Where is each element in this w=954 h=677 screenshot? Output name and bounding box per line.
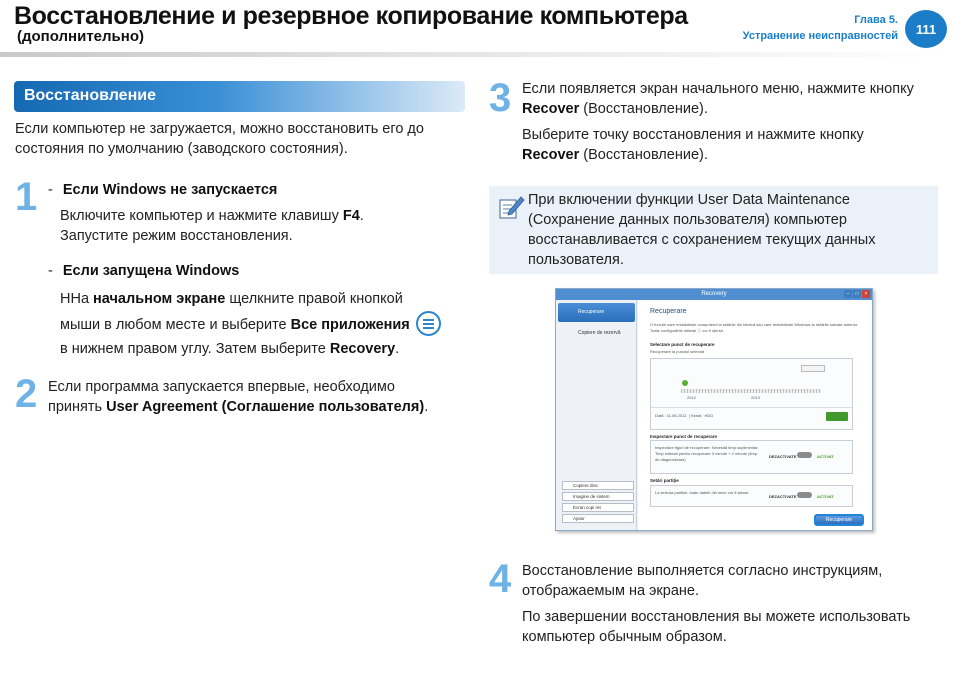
recovery-main (638, 300, 873, 531)
step1-case-b-text (60, 287, 441, 361)
step4-line-3: По завершении восстановления вы можете использовать (522, 609, 911, 625)
chapter-label (743, 12, 898, 44)
restore-point-marker[interactable] (682, 380, 688, 386)
window-controls (844, 290, 870, 298)
page-subtitle: (дополнительно) (17, 28, 144, 45)
disc-copy-button[interactable]: Copiere disc (562, 481, 634, 490)
step3-text (522, 79, 914, 165)
sidebar-item-backup[interactable]: Copiere de rezervă (578, 330, 621, 336)
close-icon[interactable]: × (862, 290, 870, 298)
step-number-2: 2 (15, 372, 38, 416)
note-text (528, 190, 875, 270)
section-title-bar: Восстановление (14, 81, 465, 112)
case-b-title: Если запущена Windows (62, 263, 240, 279)
recovery-sidebar (556, 300, 637, 531)
window-titlebar (556, 289, 872, 300)
case-a-title: Если Windows не запускается (62, 182, 278, 198)
inspect-panel (650, 440, 853, 474)
dash: - (48, 263, 53, 279)
minimize-icon[interactable]: – (844, 290, 852, 298)
step3-line-1: Если появляется экран начального меню, нажмите кнопку (522, 81, 914, 97)
restore-point-panel (650, 358, 853, 430)
page-title: Восстановление и резервное копирование компьютера (14, 2, 688, 30)
intro-line-2: состояния по умолчанию (заводского состояния). (15, 141, 348, 157)
step3-line-4: Recover (Восстановление). (522, 147, 708, 163)
chapter-number: Глава 5. (854, 14, 898, 26)
partition-title: Setări partiție (650, 478, 679, 483)
toggle-on-label: ACTIVAT (817, 454, 834, 459)
toggle-off-label: DEZACTIVATE (769, 454, 797, 459)
screen-copy-button[interactable]: Ecran copi ret (562, 503, 634, 512)
step4-text (522, 561, 910, 647)
year-label: 2012 (687, 395, 696, 400)
section-intro (15, 119, 424, 159)
partition-toggle[interactable] (797, 492, 812, 498)
window-title: Recovery (701, 291, 727, 297)
help-button[interactable]: Ajutor (562, 514, 634, 523)
inspect-text: Inspectare figuri de recuperare: Necesită timp suplimentar. Timp estimat pentru recuperare 3 minute + 2 minute (timp de diagnosticare) (655, 445, 759, 462)
step1-case-b-heading (48, 261, 239, 281)
restore-point-action-button[interactable] (826, 412, 848, 421)
note-line-4: пользователя. (528, 252, 624, 268)
step1-case-a-text (60, 206, 364, 246)
header-divider (0, 52, 954, 57)
case-b-line-1: ННа начальном экране щелкните правой кнопкой (60, 291, 403, 307)
page-number-badge: 111 (905, 10, 947, 48)
toggle-off-label: DEZACTIVATE (769, 494, 797, 499)
timeline-slider[interactable] (681, 389, 821, 393)
case-b-line-3: в нижнем правом углу. Затем выберите Recovery. (60, 341, 400, 357)
system-image-button[interactable]: Imagine de sistem (562, 492, 634, 501)
year-label: 2013 (751, 395, 760, 400)
case-a-line-2: Запустите режим восстановления. (60, 228, 293, 244)
recover-button[interactable]: Recuperare (814, 514, 864, 526)
partition-text: La selecta partiției, toate datele din mine vor fi șterse. (655, 490, 750, 495)
intro-line-1: Если компьютер не загружается, можно восстановить его до (15, 121, 424, 137)
step4-line-4: компьютер обычным образом. (522, 629, 727, 645)
step2-text (48, 377, 428, 417)
restore-point-info: Dată : 11.08.2012 | Serial : HDD (655, 413, 714, 418)
recovery-screenshot (555, 288, 873, 531)
partition-panel (650, 485, 853, 507)
chapter-name: Устранение неисправностей (742, 30, 898, 42)
maximize-icon[interactable]: □ (853, 290, 861, 298)
note-line-1: При включении функции User Data Maintenance (528, 192, 850, 208)
step2-line-1: Если программа запускается впервые, необходимо (48, 379, 395, 395)
case-b-line-2: мыши в любом месте и выберите Все приложения (60, 311, 441, 337)
step3-line-2: Recover (Восстановление). (522, 101, 708, 117)
dash: - (48, 182, 53, 198)
toggle-on-label: ACTIVAT (817, 494, 834, 499)
sidebar-item-recover[interactable]: Recuperare (558, 303, 635, 322)
step-number-3: 3 (489, 76, 512, 120)
step2-line-2: принять User Agreement (Соглашение пользователя). (48, 399, 429, 415)
step4-line-1: Восстановление выполняется согласно инструкциям, (522, 563, 883, 579)
case-a-line-1: Включите компьютер и нажмите клавишу F4. (60, 208, 364, 224)
recovery-main-title: Recuperare (650, 308, 687, 315)
step-number-4: 4 (489, 557, 512, 601)
apps-list-icon (416, 311, 441, 336)
select-point-subtitle: Recuperare la punctul selectat (650, 349, 705, 354)
step1-case-a-heading (48, 180, 277, 200)
note-line-2: (Сохранение данных пользователя) компьютер (528, 212, 847, 228)
recovery-description: O funcție care restabilește computerul la setările din fabrică sau care restabilește Windows la setările salvate anterior. Toate configurările utilizați ⓘ vor fi șterse. (650, 322, 859, 333)
step3-line-3: Выберите точку восстановления и нажмите кнопку (522, 127, 864, 143)
inspect-title: Inspectare punct de recuperare (650, 434, 718, 439)
scroll-arrows[interactable] (801, 365, 825, 372)
step-number-1: 1 (15, 175, 38, 219)
select-point-title: Selectare punct de recuperare (650, 342, 715, 347)
note-pencil-icon (497, 193, 525, 221)
note-line-3: восстанавливается с сохранением текущих данных (528, 232, 876, 248)
inspect-toggle[interactable] (797, 452, 812, 458)
step4-line-2: отображаемым на экране. (522, 583, 700, 599)
